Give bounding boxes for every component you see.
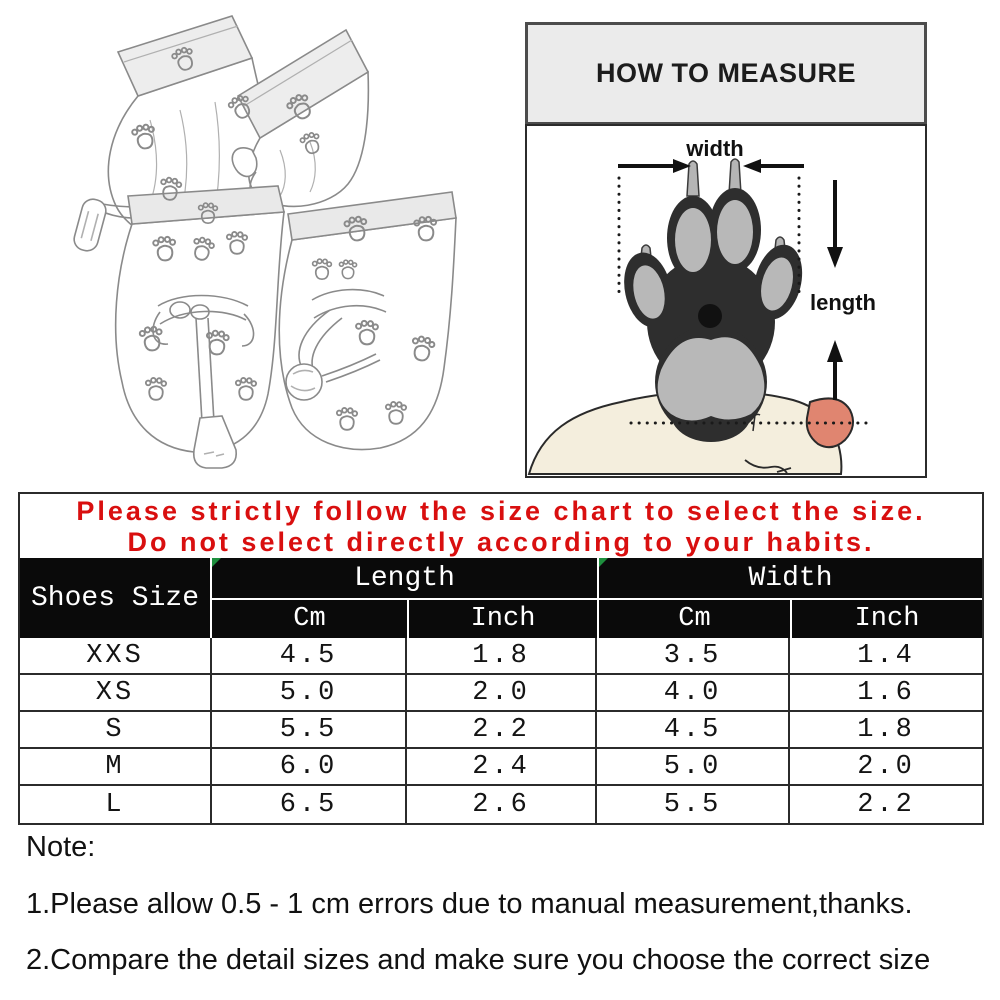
length-cm-cell: 6.0 (212, 749, 407, 786)
width-inch-cell: 1.8 (790, 712, 982, 749)
paw-measure-diagram (525, 124, 927, 478)
width-arrows (618, 159, 804, 173)
size-warning (20, 494, 982, 558)
how-to-measure-header (525, 22, 927, 125)
length-cm-cell: 6.5 (212, 786, 407, 823)
table-row-xxs (20, 638, 982, 675)
size-chart-table (20, 494, 982, 823)
note-item-2: 2.Compare the detail sizes and make sure you choose the correct size (26, 944, 931, 976)
table-row-m (20, 749, 982, 786)
table-row-xs (20, 675, 982, 712)
size-warning-line1: Please strictly follow the size chart to select the size. (76, 496, 926, 526)
length-cm-cell: 5.0 (212, 675, 407, 712)
col-header-length (212, 558, 597, 600)
width-cm-cell: 4.5 (597, 712, 790, 749)
width-cm-cell: 3.5 (597, 638, 790, 675)
width-inch-cell: 1.4 (790, 638, 982, 675)
width-inch-cell: 1.6 (790, 675, 982, 712)
length-inch-cell: 2.2 (407, 712, 597, 749)
bootie-bottom-left (116, 186, 284, 468)
dew-claw-pink (807, 398, 853, 447)
length-header-label: Length (354, 562, 455, 594)
note-item-1: 1.Please allow 0.5 - 1 cm errors due to manual measurement,thanks. (26, 888, 913, 920)
size-cell: XXS (20, 638, 212, 675)
how-to-measure-panel (525, 22, 927, 478)
width-cm-cell: 5.0 (597, 749, 790, 786)
width-inch-cell: 2.0 (790, 749, 982, 786)
paw-center-dot (698, 304, 722, 328)
notes-title: Note: (26, 831, 96, 863)
dog-boots-sketch-drawing (30, 10, 500, 480)
size-cell: M (20, 749, 212, 786)
notes-section (26, 831, 994, 1000)
length-inch-cell: 1.8 (407, 638, 597, 675)
width-header-label: Width (748, 562, 833, 594)
table-row-l (20, 786, 982, 823)
col-header-shoes-size: Shoes Size (20, 558, 212, 638)
length-label: length (810, 290, 876, 315)
width-label: width (686, 136, 744, 161)
size-cell: S (20, 712, 212, 749)
col-header-length-inch: Inch (407, 600, 597, 638)
excel-corner-mark (212, 558, 221, 567)
excel-corner-mark (599, 558, 608, 567)
table-row-s (20, 712, 982, 749)
dog-boots-sketch (30, 10, 500, 480)
size-cell: XS (20, 675, 212, 712)
col-header-width-cm: Cm (597, 600, 790, 638)
col-header-width-inch: Inch (790, 600, 982, 638)
col-header-length-cm: Cm (212, 600, 407, 638)
size-chart (18, 492, 984, 825)
length-inch-cell: 2.4 (407, 749, 597, 786)
size-cell: L (20, 786, 212, 823)
width-inch-cell: 2.2 (857, 789, 915, 820)
length-cm-cell: 5.5 (212, 712, 407, 749)
length-cm-cell: 4.5 (212, 638, 407, 675)
how-to-measure-title: HOW TO MEASURE (595, 58, 856, 88)
col-header-width (597, 558, 982, 600)
paw-diagram-drawing (527, 126, 925, 476)
length-inch-cell: 2.0 (407, 675, 597, 712)
size-warning-line2: Do not select directly according to your habits. (127, 527, 875, 557)
width-cm-cell: 5.5 (597, 786, 790, 823)
width-cm-cell: 4.0 (597, 675, 790, 712)
length-inch-cell: 2.6 (407, 786, 597, 823)
bootie-bottom-right (279, 192, 456, 449)
